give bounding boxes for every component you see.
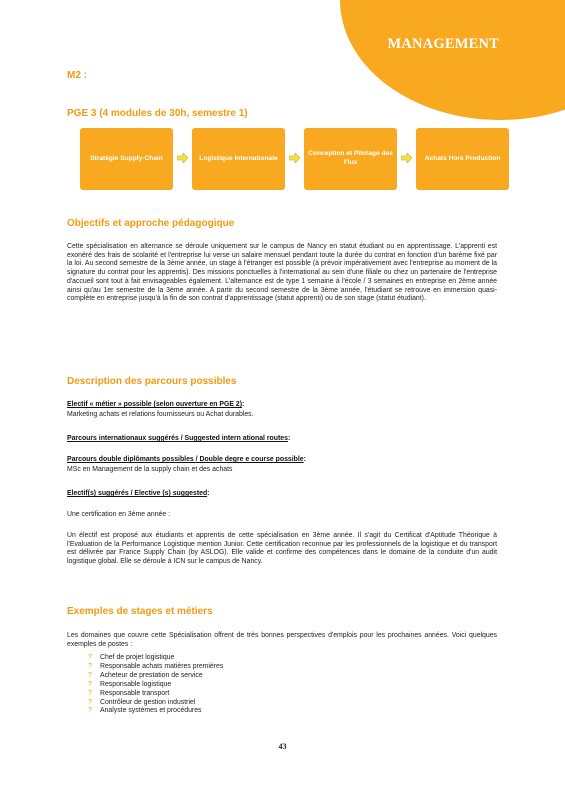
list-item bbox=[88, 699, 223, 708]
elective-suggested-suffix: : bbox=[207, 490, 210, 497]
elective-suggested-heading bbox=[67, 490, 209, 497]
bullet-marker: ? bbox=[88, 707, 92, 715]
description-title: Description des parcours possibles bbox=[67, 376, 237, 387]
bullet-marker: ? bbox=[88, 680, 92, 688]
list-item bbox=[88, 707, 223, 716]
electif-metier-suffix: : bbox=[242, 401, 245, 408]
exemples-title: Exemples de stages et métiers bbox=[67, 606, 213, 617]
double-diplome-suffix: : bbox=[303, 456, 306, 463]
bullet-marker: ? bbox=[88, 671, 92, 679]
module-box-achats: Achats Hors Production bbox=[416, 128, 509, 190]
list-item bbox=[88, 690, 223, 699]
bullet-marker: ? bbox=[88, 698, 92, 706]
modules-flow bbox=[80, 128, 500, 190]
objectifs-text bbox=[67, 243, 497, 304]
page-number: 43 bbox=[278, 742, 287, 751]
list-item bbox=[88, 672, 223, 681]
bullet-marker: ? bbox=[88, 689, 92, 697]
list-item bbox=[88, 654, 223, 663]
arrow-right-icon bbox=[289, 153, 300, 163]
section-title: MANAGEMENT bbox=[387, 36, 499, 52]
job-example: Responsable logistique bbox=[100, 680, 172, 688]
module-box-strategie: Stratégie Supply-Chain bbox=[80, 128, 173, 190]
double-diplome-label: Parcours double diplômants possibles / Double degre e course possible bbox=[67, 456, 304, 463]
electif-metier-heading bbox=[67, 401, 244, 408]
parcours-internationaux-suffix: : bbox=[287, 435, 291, 442]
arrow-right-icon bbox=[401, 153, 412, 163]
bullet-marker: ? bbox=[88, 654, 92, 661]
pge-title: PGE 3 (4 modules de 30h, semestre 1) bbox=[67, 108, 248, 119]
exemples-intro-paragraph: Les domaines que couvre cette Spécialisation offrent de très bonnes perspectives d'emplois pour les prochaines années. Voici quelques exemples de postes : bbox=[67, 632, 497, 648]
elective-suggested-label: Electif(s) suggérés / Elective (s) suggested bbox=[67, 490, 208, 497]
double-diplome-heading bbox=[67, 456, 306, 463]
double-diplome-text: MSc en Management de la supply chain et des achats bbox=[67, 466, 233, 473]
header-corner-shape bbox=[340, 0, 565, 120]
list-item bbox=[88, 681, 223, 690]
job-example: Responsable achats matières premières bbox=[100, 662, 224, 670]
module-box-logistique: Logistique Internationale bbox=[192, 128, 285, 190]
arrow-right-icon bbox=[177, 153, 188, 163]
certification-line: Une certification en 3ème année : bbox=[67, 511, 171, 518]
certification-paragraph: Un électif est proposé aux étudiants et apprentis de cette spécialisation en 3ème année. Il s'agit du Certificat d'Aptitude Théorique à l'Evaluation de la Performance Logistique mention Junior. Cette certification reconnue par les professionnels de la logistique et du transport est délivrée par France Supply Chain (by ASLOG). Elle valide et confirme des compétences dans le domaine de la conduite d'un audit logistique global. Elle se déroule à ICN sur le campus de Nancy. bbox=[67, 532, 497, 566]
bullet-marker: ? bbox=[88, 662, 92, 670]
certification-text bbox=[67, 532, 497, 567]
program-code: M2 : bbox=[67, 70, 87, 81]
module-box-conception: Conception et Pilotage des Flux bbox=[304, 128, 397, 190]
job-example: Contrôleur de gestion industriel bbox=[100, 698, 196, 706]
job-example: Responsable transport bbox=[100, 689, 170, 697]
parcours-internationaux-heading bbox=[67, 435, 290, 442]
objectifs-title: Objectifs et approche pédagogique bbox=[67, 218, 235, 229]
electif-metier-label: Electif « métier » possible (selon ouverture en PGE 2) bbox=[67, 401, 243, 408]
job-example: Analyste systèmes et procédures bbox=[100, 707, 202, 715]
job-example: Acheteur de prestation de service bbox=[100, 671, 203, 679]
parcours-internationaux-label: Parcours internationaux suggérés / Suggested intern ational routes bbox=[67, 435, 288, 442]
list-item bbox=[88, 663, 223, 672]
job-example: Chef de projet logistique bbox=[100, 654, 175, 661]
job-examples-list bbox=[88, 654, 223, 716]
exemples-intro bbox=[67, 632, 497, 649]
objectifs-paragraph: Cette spécialisation en alternance se déroule uniquement sur le campus de Nancy en statut étudiant ou en apprentissage. L'apprenti est exonéré des frais de scolarité et l'entreprise lui verse un salaire mensuel pendant toute la durée du contrat en fonction d'un barème fixé par la loi. Au second semestre de la 3ème année, un stage à l'étranger est possible (à prévoir impérativement avec l'entreprise au moment de la signature du contrat pour les apprentis). Des missions ponctuelles à l'international au sein d'une filiale ou chez un partenaire de l'entreprise d'accueil sont tout à fait envisageables également. L'alternance est de type 1 semaine à l'école / 3 semaines en entreprise en 2ème année ainsi qu'au 1er semestre de la 3ème année. A partir du second semestre de la 3ème année, l'étudiant se retrouve en immersion quasi-complète en entreprise jusqu'à la fin de son contrat d'apprentissage (statut apprenti) ou de son stage (statut étudiant). bbox=[67, 243, 497, 303]
electif-metier-text: Marketing achats et relations fournisseurs ou Achat durables. bbox=[67, 411, 254, 418]
